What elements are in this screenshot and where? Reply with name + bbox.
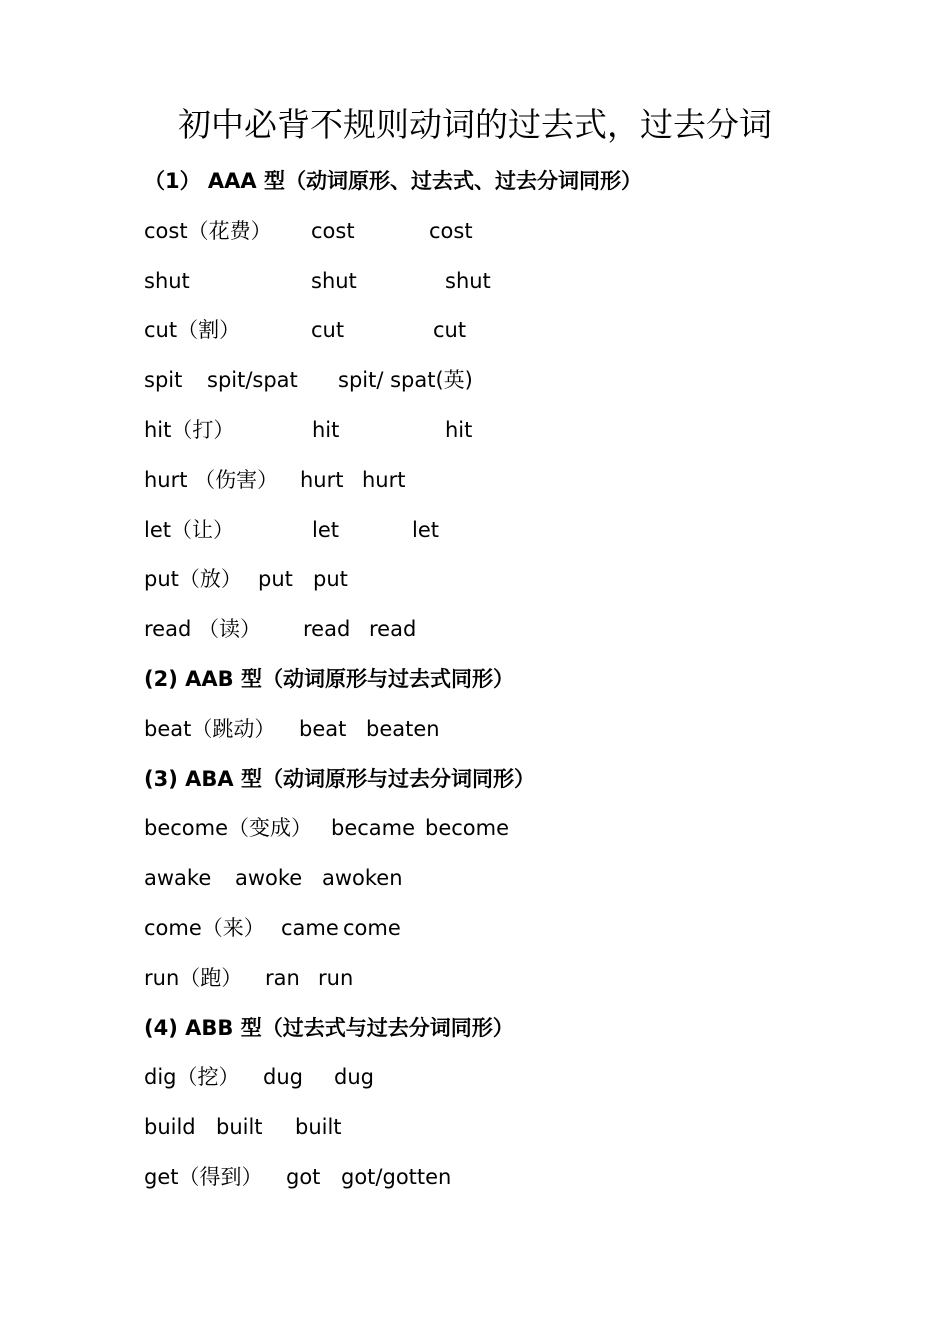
verb-past-tense: dug <box>263 1065 303 1090</box>
verb-base-form: let（让） <box>144 517 234 542</box>
verb-past-participle: hurt <box>362 467 406 492</box>
verb-past-tense: read <box>303 617 351 642</box>
verb-past-participle: hit <box>445 417 473 442</box>
verb-base-form: beat（跳动） <box>144 716 276 741</box>
verb-past-tense: cost <box>311 218 355 243</box>
verb-row <box>144 456 924 506</box>
verb-past-participle: got/gotten <box>341 1164 452 1189</box>
verb-past-tense: shut <box>311 268 357 293</box>
verb-base-form: hurt （伤害） <box>144 467 279 492</box>
verb-past-tense: put <box>258 567 293 592</box>
verb-row <box>144 356 924 406</box>
verb-past-tense: got <box>286 1164 321 1189</box>
verb-base-form: run（跑） <box>144 965 243 990</box>
verb-base-form: dig（挖） <box>144 1065 240 1090</box>
verb-past-participle: shut <box>445 268 491 293</box>
verb-base-form: get（得到） <box>144 1164 263 1189</box>
verb-base-form: build <box>144 1115 196 1140</box>
verb-row <box>144 954 924 1004</box>
verb-row <box>144 854 924 904</box>
verb-row <box>144 257 924 307</box>
section-heading: (2) AAB 型（动词原形与过去式同形） <box>144 666 514 691</box>
verb-base-form: shut <box>144 268 190 293</box>
verb-base-form: read （读） <box>144 617 261 642</box>
verb-past-tense: ran <box>265 965 300 990</box>
page-title: 初中必背不规则动词的过去式，过去分词 <box>178 105 772 144</box>
verb-base-form: cost（花费） <box>144 218 272 243</box>
verb-row <box>144 207 924 257</box>
verb-base-form: hit（打） <box>144 417 235 442</box>
verb-past-participle: put <box>313 567 348 592</box>
section-heading: (3) ABA 型（动词原形与过去分词同形） <box>144 766 535 791</box>
verb-past-tense: built <box>216 1115 263 1140</box>
verb-row <box>144 1103 924 1153</box>
verb-past-participle: let <box>412 517 439 542</box>
section-heading: (4) ABB 型（过去式与过去分词同形） <box>144 1015 514 1040</box>
verb-row <box>144 306 924 356</box>
verb-row <box>144 406 924 456</box>
verb-base-form: awake <box>144 866 212 891</box>
verb-past-tense: became <box>331 816 416 841</box>
verb-base-form: put（放） <box>144 567 242 592</box>
verb-row <box>144 506 924 556</box>
verb-base-form: spit <box>144 368 183 393</box>
verb-base-form: cut（割） <box>144 318 241 343</box>
verb-past-tense: hurt <box>300 467 344 492</box>
verb-past-participle: spit/ spat(英) <box>338 368 473 393</box>
verb-row <box>144 804 924 854</box>
verb-past-tense: came <box>281 915 339 940</box>
verb-row <box>144 1053 924 1103</box>
verb-past-participle: cost <box>429 218 473 243</box>
verb-row <box>144 605 924 655</box>
verb-past-participle: read <box>369 617 417 642</box>
verb-row <box>144 705 924 755</box>
verb-row <box>144 555 924 605</box>
verb-row <box>144 1153 924 1203</box>
verb-past-participle: beaten <box>366 716 440 741</box>
verb-past-participle: become <box>425 816 510 841</box>
verb-past-participle: dug <box>334 1065 374 1090</box>
verb-past-tense: hit <box>312 417 340 442</box>
verb-past-tense: beat <box>299 716 347 741</box>
verb-base-form: become（变成） <box>144 816 313 841</box>
verb-past-participle: come <box>343 915 401 940</box>
verb-past-participle: awoken <box>322 866 403 891</box>
verb-past-participle: built <box>295 1115 342 1140</box>
verb-list <box>144 157 924 1203</box>
verb-past-tense: cut <box>311 318 345 343</box>
section-heading: （1） AAA 型（动词原形、过去式、过去分词同形） <box>144 169 642 193</box>
verb-past-tense: let <box>312 517 339 542</box>
verb-past-tense: awoke <box>235 866 303 891</box>
verb-past-participle: run <box>318 965 354 990</box>
verb-past-participle: cut <box>433 318 467 343</box>
verb-past-tense: spit/spat <box>207 368 298 393</box>
verb-row <box>144 904 924 954</box>
verb-base-form: come（来） <box>144 915 265 940</box>
